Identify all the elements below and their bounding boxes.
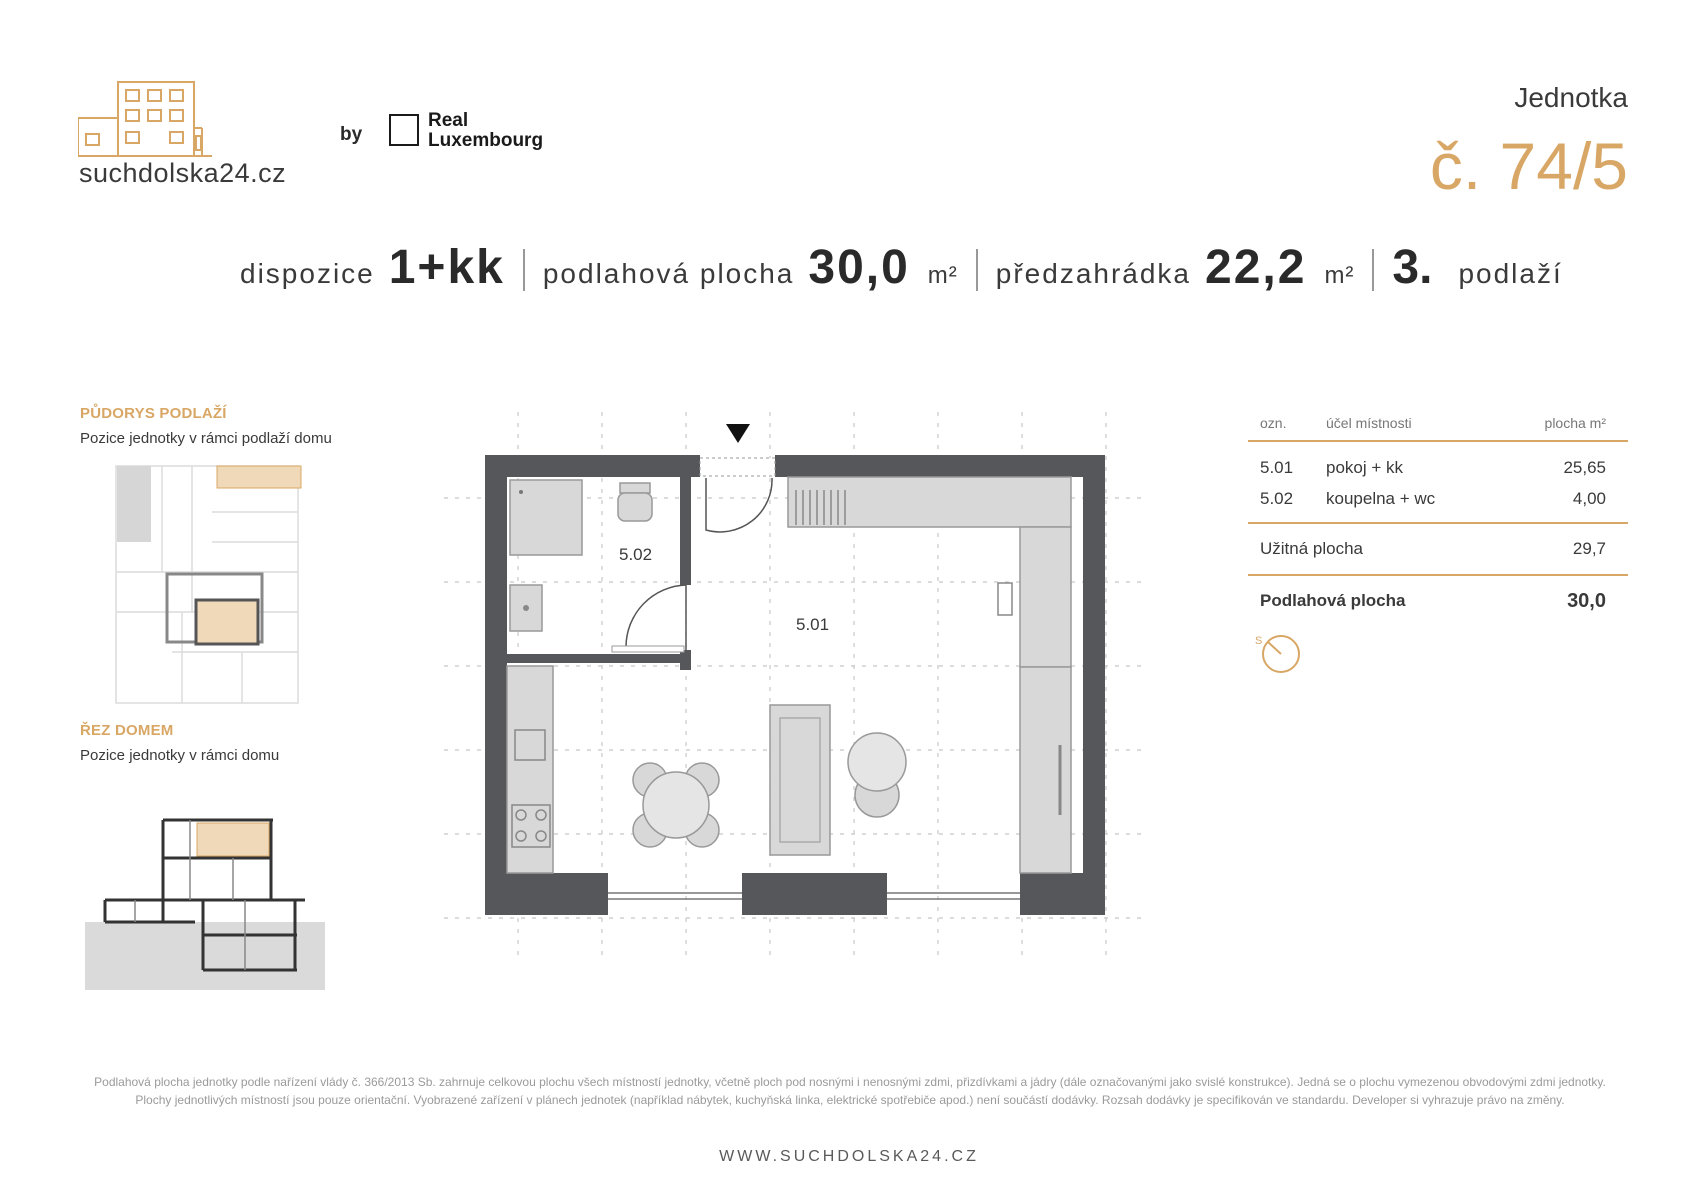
entrance-door [700,424,775,532]
floor-area-value: 30,0 [808,241,910,294]
room-purpose: pokoj + kk [1326,457,1404,477]
unit-floor-plan [440,410,1155,955]
room-area: 4,00 [1572,488,1606,508]
garden-label: předzahrádka [995,258,1192,289]
section-unit-highlight [197,823,269,856]
section-cut-diagram [85,810,330,990]
floor-area-label: podlahová plocha [542,258,795,289]
spec-divider [1372,249,1374,291]
floor-area-total-label: Podlahová plocha [1260,591,1406,610]
floor-area-unit: m² [927,262,958,289]
usable-area-value: 29,7 [1572,539,1606,558]
rooms-table-header [1248,406,1628,440]
wardrobe [788,477,1071,527]
dining-table-icon [633,763,719,847]
right-cabinets [998,527,1071,873]
footer-website-link[interactable]: WWW.SUCHDOLSKA24.CZ [719,1148,979,1165]
bathroom-door [612,585,686,652]
by-label: by [340,124,363,145]
spec-divider [976,249,978,291]
brand-logo-building-icon [78,78,218,162]
overview-unit-highlight [196,600,258,644]
entrance-arrow-icon [726,424,750,443]
partner-logo-square-icon [389,114,419,146]
sofa-icon [770,705,830,855]
floor-area-total-value: 30,0 [1567,589,1606,612]
partner-logo-text [428,111,543,151]
garden-value: 22,2 [1205,241,1307,294]
usable-area-label: Užitná plocha [1260,539,1364,558]
room-purpose: koupelna + wc [1326,488,1436,508]
room-code: 5.01 [1260,457,1294,477]
room-label-502: 5.02 [619,545,653,564]
unit-specs [240,240,1630,300]
floor-plan-section-title: PŮDORYS PODLAŽÍ [80,405,227,422]
side-table-icon [848,733,906,817]
disposition-value: 1+kk [388,241,505,294]
toilet-icon [620,483,650,493]
section-cut-subtitle: Pozice jednotky v rámci domu [80,747,280,764]
floor-value: 3. [1392,241,1433,294]
floor-plan-section-subtitle: Pozice jednotky v rámci podlaží domu [80,430,332,447]
header-code: ozn. [1260,415,1287,431]
unit-label: Jednotka [1514,82,1628,113]
usable-area-row [1248,524,1628,574]
room-code: 5.02 [1260,488,1294,508]
kitchen-fixtures [507,666,553,873]
legal-footnote: Podlahová plocha jednotky podle nařízení vlády č. 366/2013 Sb. zahrnuje celkovou plochu všech místností jednotky, včetně ploch pod nosnými i nenosnými zdmi, přizdívkami a jádry (dále označovanými jako svislé konstrukce). Jedná se o plochu vymezenou obvodovými zdmi jednotky. Plochy jednotlivých místností jsou pouze orientační. Vyobrazené zařízení v plánech jednotek (například nábytek, kuchyňská linka, elektrické spotřebiče apod.) není součástí dodávky. Rozsah dodávky je specifikován ve standardu. Developer si vyhrazuje právo na změny. [94,1075,1606,1107]
unit-number: č. 74/5 [1429,129,1628,203]
floor-label: podlaží [1458,258,1563,289]
section-cut-title: ŘEZ DOMEM [80,722,174,739]
rooms-table [1248,406,1628,626]
spec-divider [523,249,525,291]
compass-icon [1255,630,1315,678]
overview-garden-highlight [217,466,301,488]
garden-unit: m² [1324,262,1355,289]
partner-name-line2: Luxembourg [428,130,544,151]
header-purpose: účel místnosti [1326,415,1412,431]
table-row [1248,483,1628,514]
floor-overview-diagram [112,462,302,707]
desk-chair-icon [998,583,1012,615]
floor-area-row [1248,576,1628,626]
room-area: 25,65 [1563,457,1606,477]
header-area: plocha m² [1544,415,1606,431]
room-label-501: 5.01 [796,615,830,634]
table-row [1248,452,1628,483]
compass-north-label: S [1255,635,1263,647]
partner-name-line1: Real [428,110,469,131]
brand-name: suchdolska24.cz [79,158,287,188]
disposition-label: dispozice [240,258,375,289]
overview-core-block [117,466,151,542]
